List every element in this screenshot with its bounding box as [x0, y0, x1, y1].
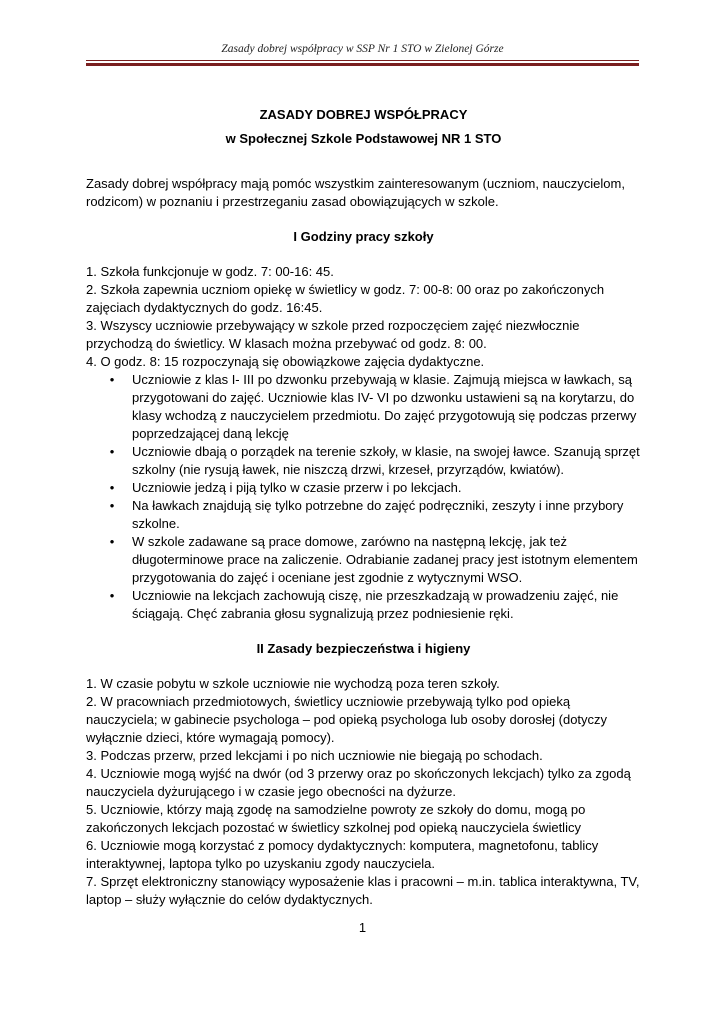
- document-body: [86, 106, 641, 909]
- header-rule-thin: [86, 60, 639, 61]
- bullet-icon: •: [109, 498, 115, 513]
- document-title: ZASADY DOBREJ WSPÓŁPRACY: [259, 107, 468, 122]
- bullet-icon: •: [109, 444, 115, 459]
- section2-list: [86, 675, 641, 909]
- section2-item: 5. Uczniowie, którzy mają zgodę na samodzielne powroty ze szkoły do domu, mogą po zakończonych lekcjach pozostać w świetlicy szkolnej pod opieką nauczyciela świetlicy: [86, 802, 586, 835]
- bullet-icon: •: [109, 372, 115, 387]
- header-rule-thick: [86, 63, 639, 66]
- bullet-icon: •: [109, 534, 115, 549]
- page-header: Zasady dobrej współpracy w SSP Nr 1 STO w Zielonej Górze: [221, 43, 504, 55]
- section2-item: 4. Uczniowie mogą wyjść na dwór (od 3 przerwy oraz po skończonych lekcjach) tylko za zgodą nauczyciela dyżurującego i w czasie jego obecności na dyżurze.: [86, 766, 631, 799]
- bullet-text: Uczniowie na lekcjach zachowują ciszę, nie przeszkadzają w prowadzeniu zajęć, nie ściągają. Chęć zabrania głosu sygnalizują przez podniesienie ręki.: [132, 588, 619, 621]
- bullet-item: [109, 371, 641, 443]
- section2-item: 2. W pracowniach przedmiotowych, świetlicy uczniowie przebywają tylko pod opieką nauczyciela; w gabinecie psychologa – pod opieką psychologa lub osoby dorosłej (dotyczy wyłącznie dzieci, które wymagają pomocy).: [86, 694, 608, 745]
- section1-list: [86, 263, 641, 623]
- bullet-text: Uczniowie jedzą i piją tylko w czasie przerw i po lekcjach.: [132, 480, 462, 495]
- section1-item: 1. Szkoła funkcjonuje w godz. 7: 00-16: 45.: [86, 264, 334, 279]
- bullet-text: Uczniowie z klas I- III po dzwonku przebywają w klasie. Zajmują miejsca w ławkach, są przygotowani do zajęć. Uczniowie klas IV- VI po dzwonku ustawieni są na korytarzu, do klasy wchodzą z nauczycielem przedmiotu. Do zajęć przygotowują się podczas przerwy poprzedzającej daną lekcję: [132, 372, 637, 441]
- section2-item: 7. Sprzęt elektroniczny stanowiący wyposażenie klas i pracowni – m.in. tablica interaktywna, TV, laptop – służy wyłącznie do celów dydaktycznych.: [86, 874, 640, 907]
- bullet-item: [109, 479, 641, 497]
- bullet-icon: •: [109, 480, 115, 495]
- section2-item: 6. Uczniowie mogą korzystać z pomocy dydaktycznych: komputera, magnetofonu, tablicy interaktywnej, laptopa tylko po uzyskaniu zgody nauczyciela.: [86, 838, 599, 871]
- section1-item: 2. Szkoła zapewnia uczniom opiekę w świetlicy w godz. 7: 00-8: 00 oraz po zakończonych zajęciach dydaktycznych do godz. 16:45.: [86, 282, 605, 315]
- bullet-item: [109, 533, 641, 587]
- section2-heading: II Zasady bezpieczeństwa i higieny: [256, 641, 471, 656]
- bullet-text: W szkole zadawane są prace domowe, zarówno na następną lekcję, jak też długoterminowe prace na zaliczenie. Odrabianie zadanej pracy jest istotnym elementem przygotowania do zajęć i oceniane jest zgodnie z wytycznymi WSO.: [132, 534, 638, 585]
- intro-paragraph: Zasady dobrej współpracy mają pomóc wszystkim zainteresowanym (uczniom, nauczycielom, rodzicom) w poznaniu i przestrzeganiu zasad obowiązujących w szkole.: [86, 176, 625, 209]
- bullet-text: Na ławkach znajdują się tylko potrzebne do zajęć podręczniki, zeszyty i inne przybory szkolne.: [132, 498, 624, 531]
- bullet-icon: •: [109, 588, 115, 603]
- section1-heading: I Godziny pracy szkoły: [293, 229, 434, 244]
- bullet-item: [109, 497, 641, 533]
- section2-item: 1. W czasie pobytu w szkole uczniowie nie wychodzą poza teren szkoły.: [86, 676, 500, 691]
- bullet-item: [109, 443, 641, 479]
- section2-item: 3. Podczas przerw, przed lekcjami i po nich uczniowie nie biegają po schodach.: [86, 748, 543, 763]
- section1-item: 4. O godz. 8: 15 rozpoczynają się obowiązkowe zajęcia dydaktyczne.: [86, 354, 485, 369]
- bullet-item: [109, 587, 641, 623]
- page-number: 1: [358, 920, 367, 935]
- bullet-text: Uczniowie dbają o porządek na terenie szkoły, w klasie, na swojej ławce. Szanują sprzęt szkolny (nie rysują ławek, nie niszczą drzwi, krzeseł, przyrządów, kwiatów).: [132, 444, 640, 477]
- document-subtitle: w Społecznej Szkole Podstawowej NR 1 STO: [225, 131, 502, 146]
- section1-item: 3. Wszyscy uczniowie przebywający w szkole przed rozpoczęciem zajęć niezwłocznie przychodzą do świetlicy. W klasach można przebywać od godz. 8: 00.: [86, 318, 580, 351]
- section1-bullet-list: [86, 371, 641, 623]
